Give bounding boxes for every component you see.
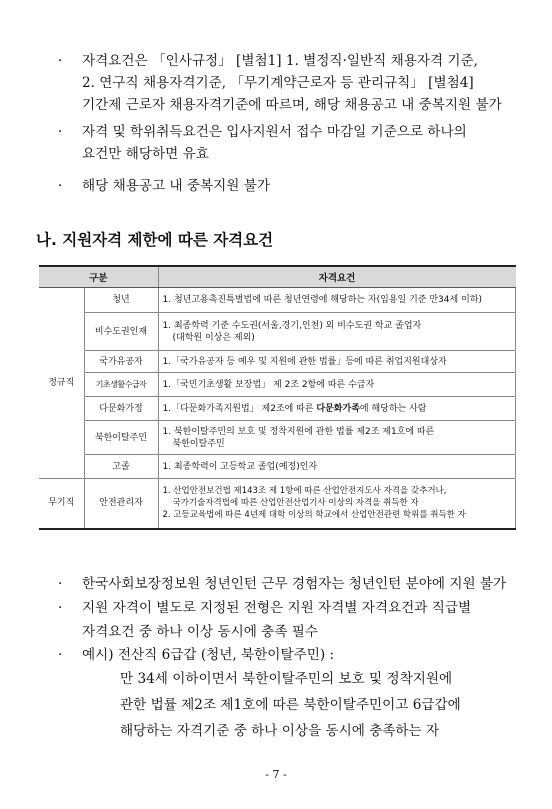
req-cell: 1. 최종학력이 고등학교 졸업(예정)인자 xyxy=(158,455,516,479)
section-heading: 나. 지원자격 제한에 따른 자격요건 xyxy=(36,231,274,249)
group-contract: 무기직 xyxy=(39,479,84,529)
type-cell: 북한이탈주민 xyxy=(84,421,158,455)
bullet-item: · 해당 채용공고 내 중복지원 불가 xyxy=(58,178,270,194)
type-cell: 고졸 xyxy=(84,455,158,479)
example-text: 만 34세 이하이면서 북한이탈주민의 보호 및 정착지원에 관한 법률 제2조 제1호에 따른 북한이탈주민이고 6급갑에 해당하는 자격기준 중 하나 이상을 동시에 충족하는 자 xyxy=(120,671,461,739)
header-category: 구분 xyxy=(39,266,158,288)
table-row xyxy=(39,421,516,455)
bullet-item: · 자격요건은 「인사규정」 [별첨1] 1. 별정직·일반직 채용자격 기준, 2. 연구직 채용자격기준, 「무기계약근로자 등 관리규칙」 [별첨4] 기간제 근로자 채용자격기준에 따르며, 해당 채용공고 내 중복지원 불가 xyxy=(58,53,502,113)
req-cell: 1. 최종학력 기준 수도권(서울,경기,인천) 외 비수도권 학교 졸업자 (대학원 이상은 제외) xyxy=(158,313,516,351)
table-row xyxy=(39,373,516,397)
table-row xyxy=(39,351,516,373)
req-cell: 1. 북한이탈주민의 보호 및 정착지원에 관한 법률 제2조 제1호에 따른 북한이탈주민 xyxy=(158,421,516,455)
table-row xyxy=(39,479,516,529)
group-regular: 정규직 xyxy=(39,288,84,479)
req-cell: 1. 청년고용촉진특별법에 따른 청년연령에 해당하는 자(임용일 기준 만34세 이하) xyxy=(158,288,516,313)
bullet-item: · 자격 및 학위취득요건은 입사지원서 접수 마감일 기준으로 하나의 요건만 해당하면 유효 xyxy=(58,124,467,162)
bullet-item: · 지원 자격이 별도로 지정된 전형은 지원 자격별 자격요건과 직급별 자격요건 중 하나 이상 동시에 충족 필수 xyxy=(58,600,472,640)
qualification-table xyxy=(39,265,516,530)
table-row xyxy=(39,313,516,351)
bullet-item: · 한국사회보장정보원 청년인턴 근무 경험자는 청년인턴 분야에 지원 불가 xyxy=(58,576,507,592)
type-cell: 비수도권인재 xyxy=(84,313,158,351)
table-row xyxy=(39,288,516,313)
table-header-row xyxy=(39,266,516,288)
table-row xyxy=(39,455,516,479)
req-cell: 1.「국민기초생활 보장법」 제 2조 2항에 따른 수급자 xyxy=(158,373,516,397)
type-cell: 안전관리자 xyxy=(84,479,158,529)
type-cell: 기초생활수급자 xyxy=(84,373,158,397)
req-cell: 1.「국가유공자 등 예우 및 지원에 관한 법률」등에 따른 취업지원대상자 xyxy=(158,351,516,373)
req-cell: 1. 산업안전보건법 제143조 제 1항에 따른 산업안전지도사 자격을 갖추거나, 국가기술자격법에 따른 산업안전산업기사 이상의 자격을 취득한 자 2. 고등교육법에 따른 4년제 대학 이상의 학교에서 산업안전관련 학위를 취득한 자 xyxy=(158,479,516,529)
header-requirements: 자격요건 xyxy=(158,266,516,288)
page-number: - 7 - xyxy=(265,768,287,781)
type-cell: 다문화가정 xyxy=(84,397,158,421)
req-cell: 1.「다문화가족지원법」 제2조에 따른 다문화가족에 해당하는 사람 xyxy=(158,397,516,421)
type-cell: 청년 xyxy=(84,288,158,313)
bullet-item: · 예시) 전산직 6급갑 (청년, 북한이탈주민) : xyxy=(58,647,335,663)
type-cell: 국가유공자 xyxy=(84,351,158,373)
table-row xyxy=(39,397,516,421)
